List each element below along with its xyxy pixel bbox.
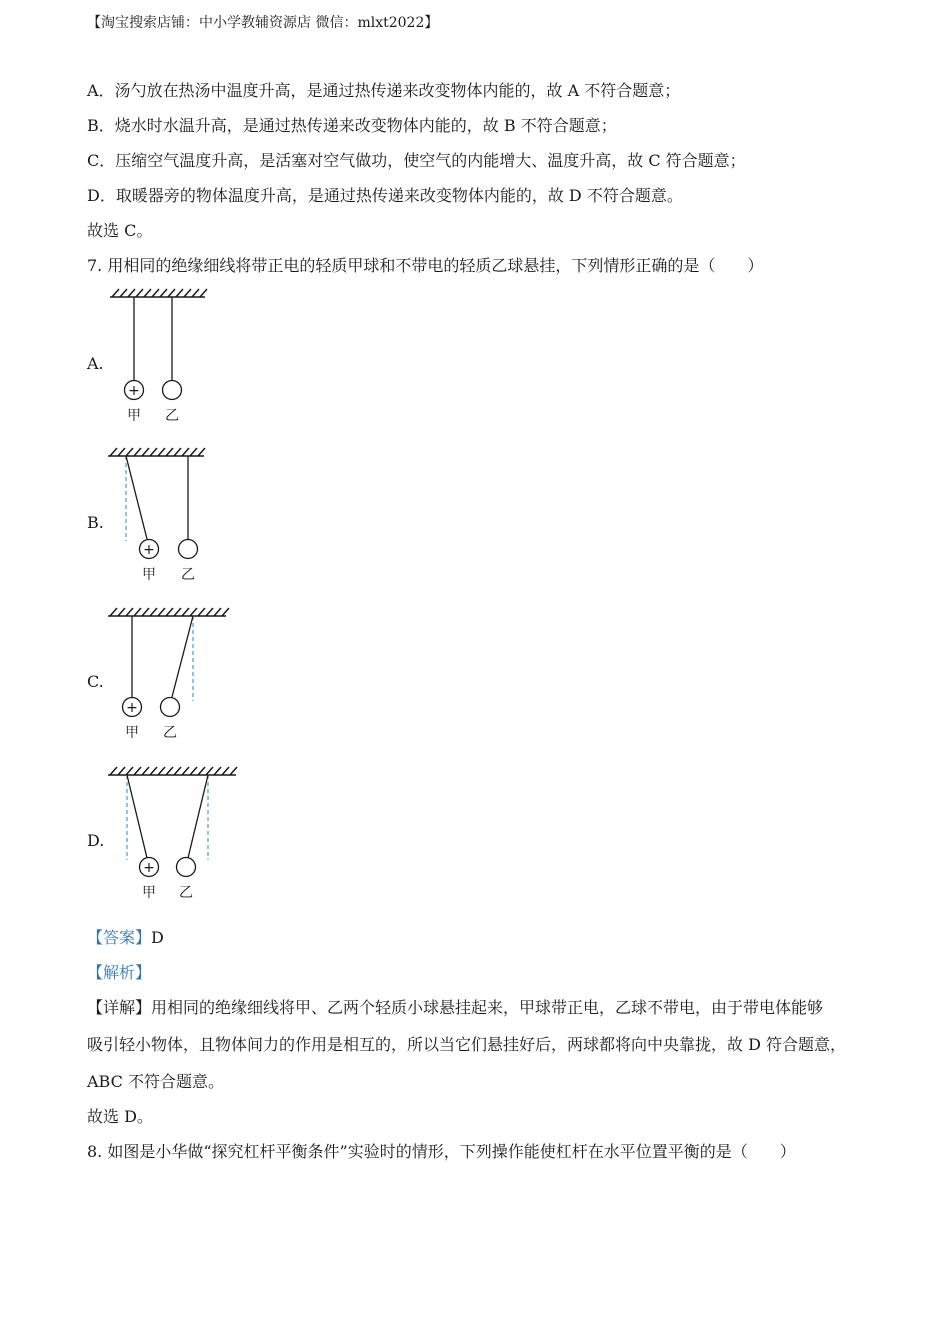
prev-explanation-c: C．压缩空气温度升高，是活塞对空气做功，使空气的内能增大、温度升高，故 C 符合题意； [87,151,746,170]
prev-explanation-b: B．烧水时水温升高，是通过热传递来改变物体内能的，故 B 不符合题意； [87,116,617,135]
option-c-figure [100,601,240,746]
ball-yi [161,698,180,717]
ceiling-hatch [108,608,229,616]
detail-line-1 [87,997,823,1019]
ball-jia-label: 甲 [142,567,156,583]
prev-explanation-d: D．取暖器旁的物体温度升高，是通过热传递来改变物体内能的，故 D 不符合题意。 [87,186,683,205]
ceiling-hatch [108,448,205,456]
ball-yi-label: 乙 [163,725,177,741]
ball-jia-label: 甲 [127,408,141,424]
ball-yi [179,540,198,559]
plus-sign: + [128,383,140,399]
thread-jia [127,775,147,858]
option-b-figure [100,443,220,588]
thread-yi [188,775,208,858]
ball-yi-label: 乙 [181,567,195,583]
ball-jia-label: 甲 [125,725,139,741]
prev-explanation-a: A．汤勺放在热汤中温度升高，是通过热传递来改变物体内能的，故 A 不符合题意； [87,81,681,100]
detail-line-3: ABC 不符合题意。 [87,1072,224,1091]
question-8-stem: 8. 如图是小华做“探究杠杆平衡条件”实验时的情形，下列操作能使杠杆在水平位置平衡的是（ ） [87,1142,796,1161]
detail-line-2: 吸引轻小物体，且物体间力的作用是相互的，所以当它们悬挂好后，两球都将向中央靠拢，故 D 符合题意， [87,1035,847,1054]
ball-yi [163,381,182,400]
ball-yi [177,858,196,877]
analysis-label: 【解析】 [87,963,152,982]
detail-text-1: 用相同的绝缘细线将甲、乙两个轻质小球悬挂起来，甲球带正电，乙球不带电，由于带电体能够 [151,998,824,1017]
option-d-figure [100,760,250,905]
ball-yi-label: 乙 [179,885,193,901]
plus-sign: + [143,542,155,558]
option-c-label: C. [87,672,104,691]
option-b-label: B. [87,513,104,532]
answer-line [87,927,164,949]
ball-jia-label: 甲 [142,885,156,901]
answer-label: 【答案】 [87,928,152,947]
option-d-label: D. [87,831,105,850]
plus-sign: + [126,700,138,716]
question-7-stem: 7. 用相同的绝缘细线将带正电的轻质甲球和不带电的轻质乙球悬挂，下列情形正确的是（ ） [87,256,764,275]
detail-label: 【详解】 [87,998,152,1017]
ceiling-hatch [110,289,207,297]
prev-conclusion: 故选 C。 [87,221,153,240]
option-a-figure [100,284,220,429]
thread-yi [172,616,193,697]
ceiling-hatch [108,767,237,775]
ball-yi-label: 乙 [165,408,179,424]
answer-value: D [151,928,164,947]
thread-jia [126,456,147,539]
option-a-label: A. [87,354,104,373]
page-header: 【淘宝搜索店铺：中小学教辅资源店 微信：mlxt2022】 [87,15,439,31]
question-7-conclusion: 故选 D。 [87,1107,153,1126]
plus-sign: + [143,860,155,876]
